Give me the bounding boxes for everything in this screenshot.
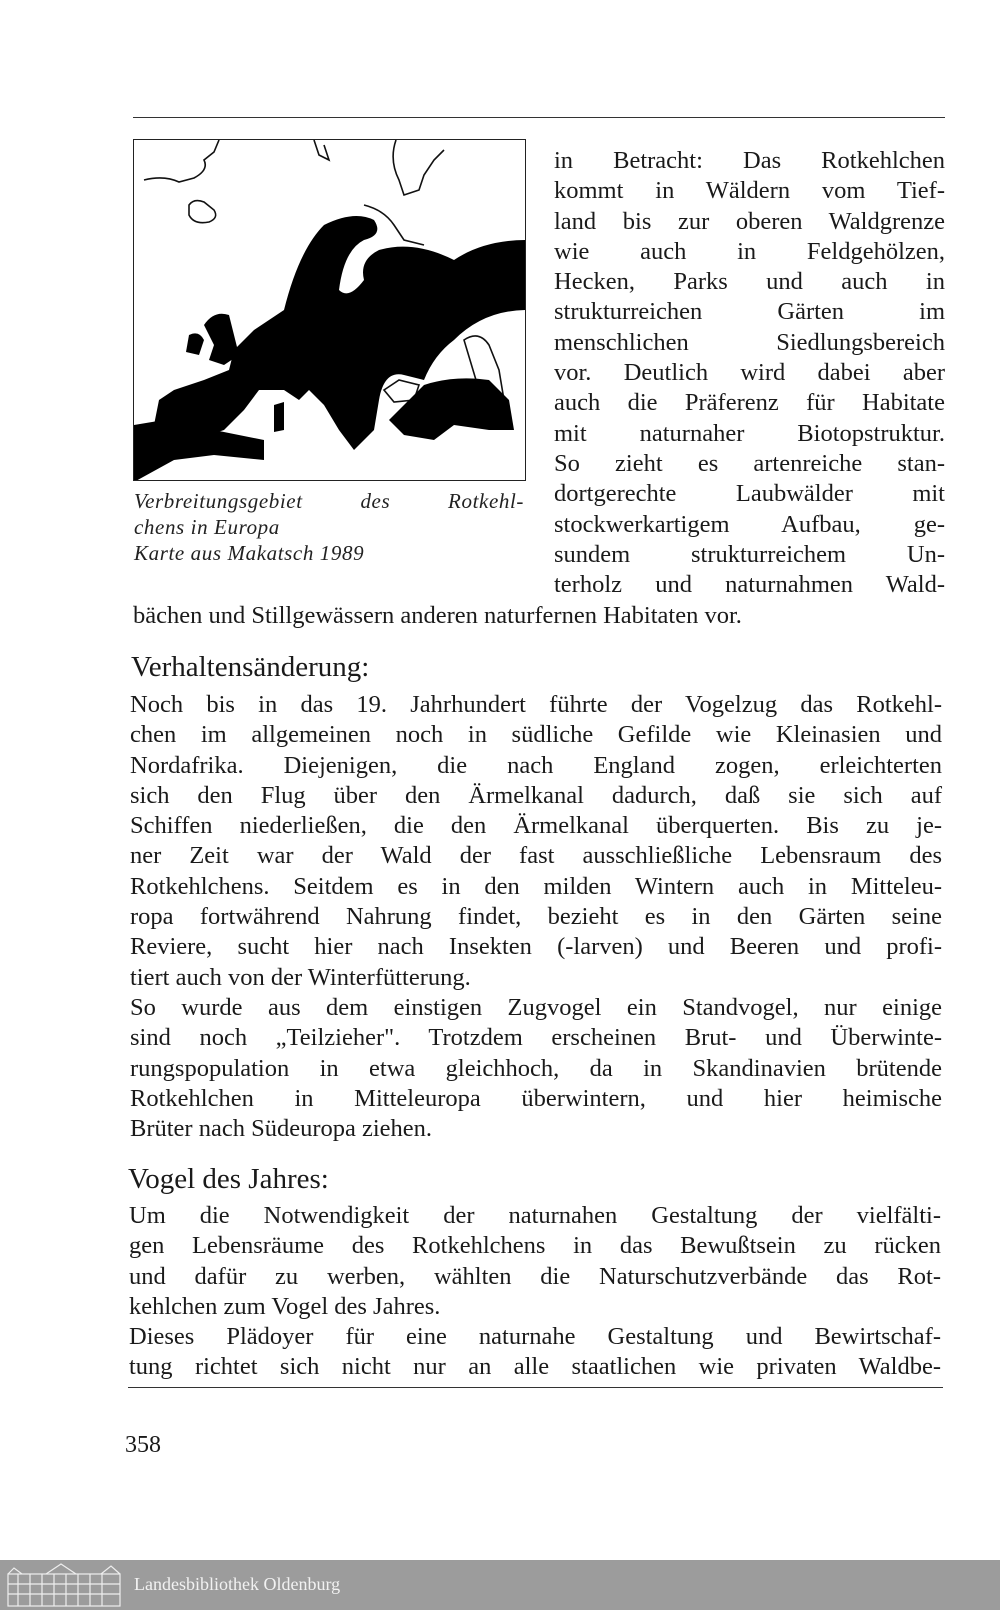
text-line: tiert auch von der Winterfütterung.	[130, 963, 471, 991]
text-line: wie auch in Feldgehölzen,	[554, 237, 945, 265]
text-line: sundem strukturreichem Un-	[554, 540, 945, 568]
right-column-text	[554, 146, 945, 600]
text-line: sind noch „Teilzieher". Trotzdem erscheinen Brut- und Überwinte-	[130, 1024, 942, 1052]
text-line: bächen und Stillgewässern anderen naturfernen Habitaten vor.	[133, 602, 742, 629]
section-heading-bird-of-the-year: Vogel des Jahres:	[128, 1163, 329, 1195]
text-line: ner Zeit war der Wald der fast ausschließliche Lebensraum des	[130, 842, 942, 870]
library-building-logo-icon	[6, 1562, 124, 1608]
text-line: auch die Präferenz für Habitate	[554, 389, 945, 417]
text-line: gen Lebensräume des Rotkehlchens in das Bewußtsein zu rücken	[129, 1232, 941, 1260]
page-number: 358	[125, 1432, 161, 1458]
library-footer-bar	[0, 1560, 1000, 1610]
text-line: Nordafrika. Diejenigen, die nach England zogen, erleichterten	[130, 751, 942, 779]
full-width-line	[133, 601, 930, 631]
bottom-rule	[128, 1387, 943, 1388]
europe-map-image	[134, 140, 526, 481]
text-line: sich den Flug über den Ärmelkanal dadurch, daß sie sich auf	[130, 781, 942, 809]
text-line: stockwerkartigem Aufbau, ge-	[554, 510, 945, 538]
text-line: So wurde aus dem einstigen Zugvogel ein Standvogel, nur einige	[130, 993, 942, 1021]
figure-caption	[134, 488, 524, 566]
text-line: rungspopulation in etwa gleichhoch, da in Skandinavien brütende	[130, 1054, 942, 1082]
text-line: Rotkehlchens. Seitdem es in den milden Wintern auch in Mitteleu-	[130, 872, 942, 900]
text-line: menschlichen Siedlungsbereich	[554, 328, 945, 356]
text-line: und dafür zu werben, wählten die Naturschutzverbände das Rot-	[129, 1262, 941, 1290]
text-line: tung richtet sich nicht nur an alle staatlichen wie privaten Waldbe-	[129, 1353, 941, 1381]
text-line: in Betracht: Das Rotkehlchen	[554, 147, 945, 174]
text-line: kommt in Wäldern vom Tief-	[554, 177, 945, 205]
library-name: Landesbibliothek Oldenburg	[134, 1574, 341, 1594]
text-line: Rotkehlchen in Mitteleuropa überwintern, und hier heimische	[130, 1084, 942, 1112]
text-line: kehlchen zum Vogel des Jahres.	[129, 1292, 441, 1320]
text-line: mit naturnaher Biotopstruktur.	[554, 419, 945, 447]
text-line: Um die Notwendigkeit der naturnahen Gestaltung der vielfälti-	[129, 1202, 941, 1229]
text-line: strukturreichen Gärten im	[554, 298, 945, 326]
text-line: land bis zur oberen Waldgrenze	[554, 207, 945, 235]
text-line: Brüter nach Südeuropa ziehen.	[130, 1115, 433, 1143]
top-rule	[133, 117, 945, 118]
text-line: terholz und naturnahmen Wald-	[554, 571, 945, 599]
text-line: Noch bis in das 19. Jahrhundert führte der Vogelzug das Rotkehl-	[130, 691, 942, 718]
caption-line: chens in Europa	[134, 515, 280, 539]
text-line: dortgerechte Laubwälder mit	[554, 480, 945, 508]
section2-body	[129, 1201, 941, 1383]
text-line: Reviere, sucht hier nach Insekten (-larven) und Beeren und profi-	[130, 933, 942, 961]
section1-body	[130, 690, 942, 1144]
text-line: chen im allgemeinen noch in südliche Gefilde wie Kleinasien und	[130, 721, 942, 749]
caption-line: Karte aus Makatsch 1989	[134, 541, 365, 565]
text-line: Dieses Plädoyer für eine naturnahe Gestaltung und Bewirtschaf-	[129, 1323, 941, 1351]
text-line: ropa fortwährend Nahrung findet, bezieht es in den Gärten seine	[130, 903, 942, 931]
text-line: Hecken, Parks und auch in	[554, 268, 945, 296]
distribution-map-figure	[133, 139, 526, 481]
text-line: So zieht es artenreiche stan-	[554, 449, 945, 477]
text-line: vor. Deutlich wird dabei aber	[554, 359, 945, 387]
section-heading-behavior-change: Verhaltensänderung:	[131, 651, 370, 683]
caption-line: Verbreitungsgebiet des Rotkehl-	[134, 489, 524, 513]
text-line: Schiffen niederließen, die den Ärmelkanal überquerten. Bis zu je-	[130, 812, 942, 840]
